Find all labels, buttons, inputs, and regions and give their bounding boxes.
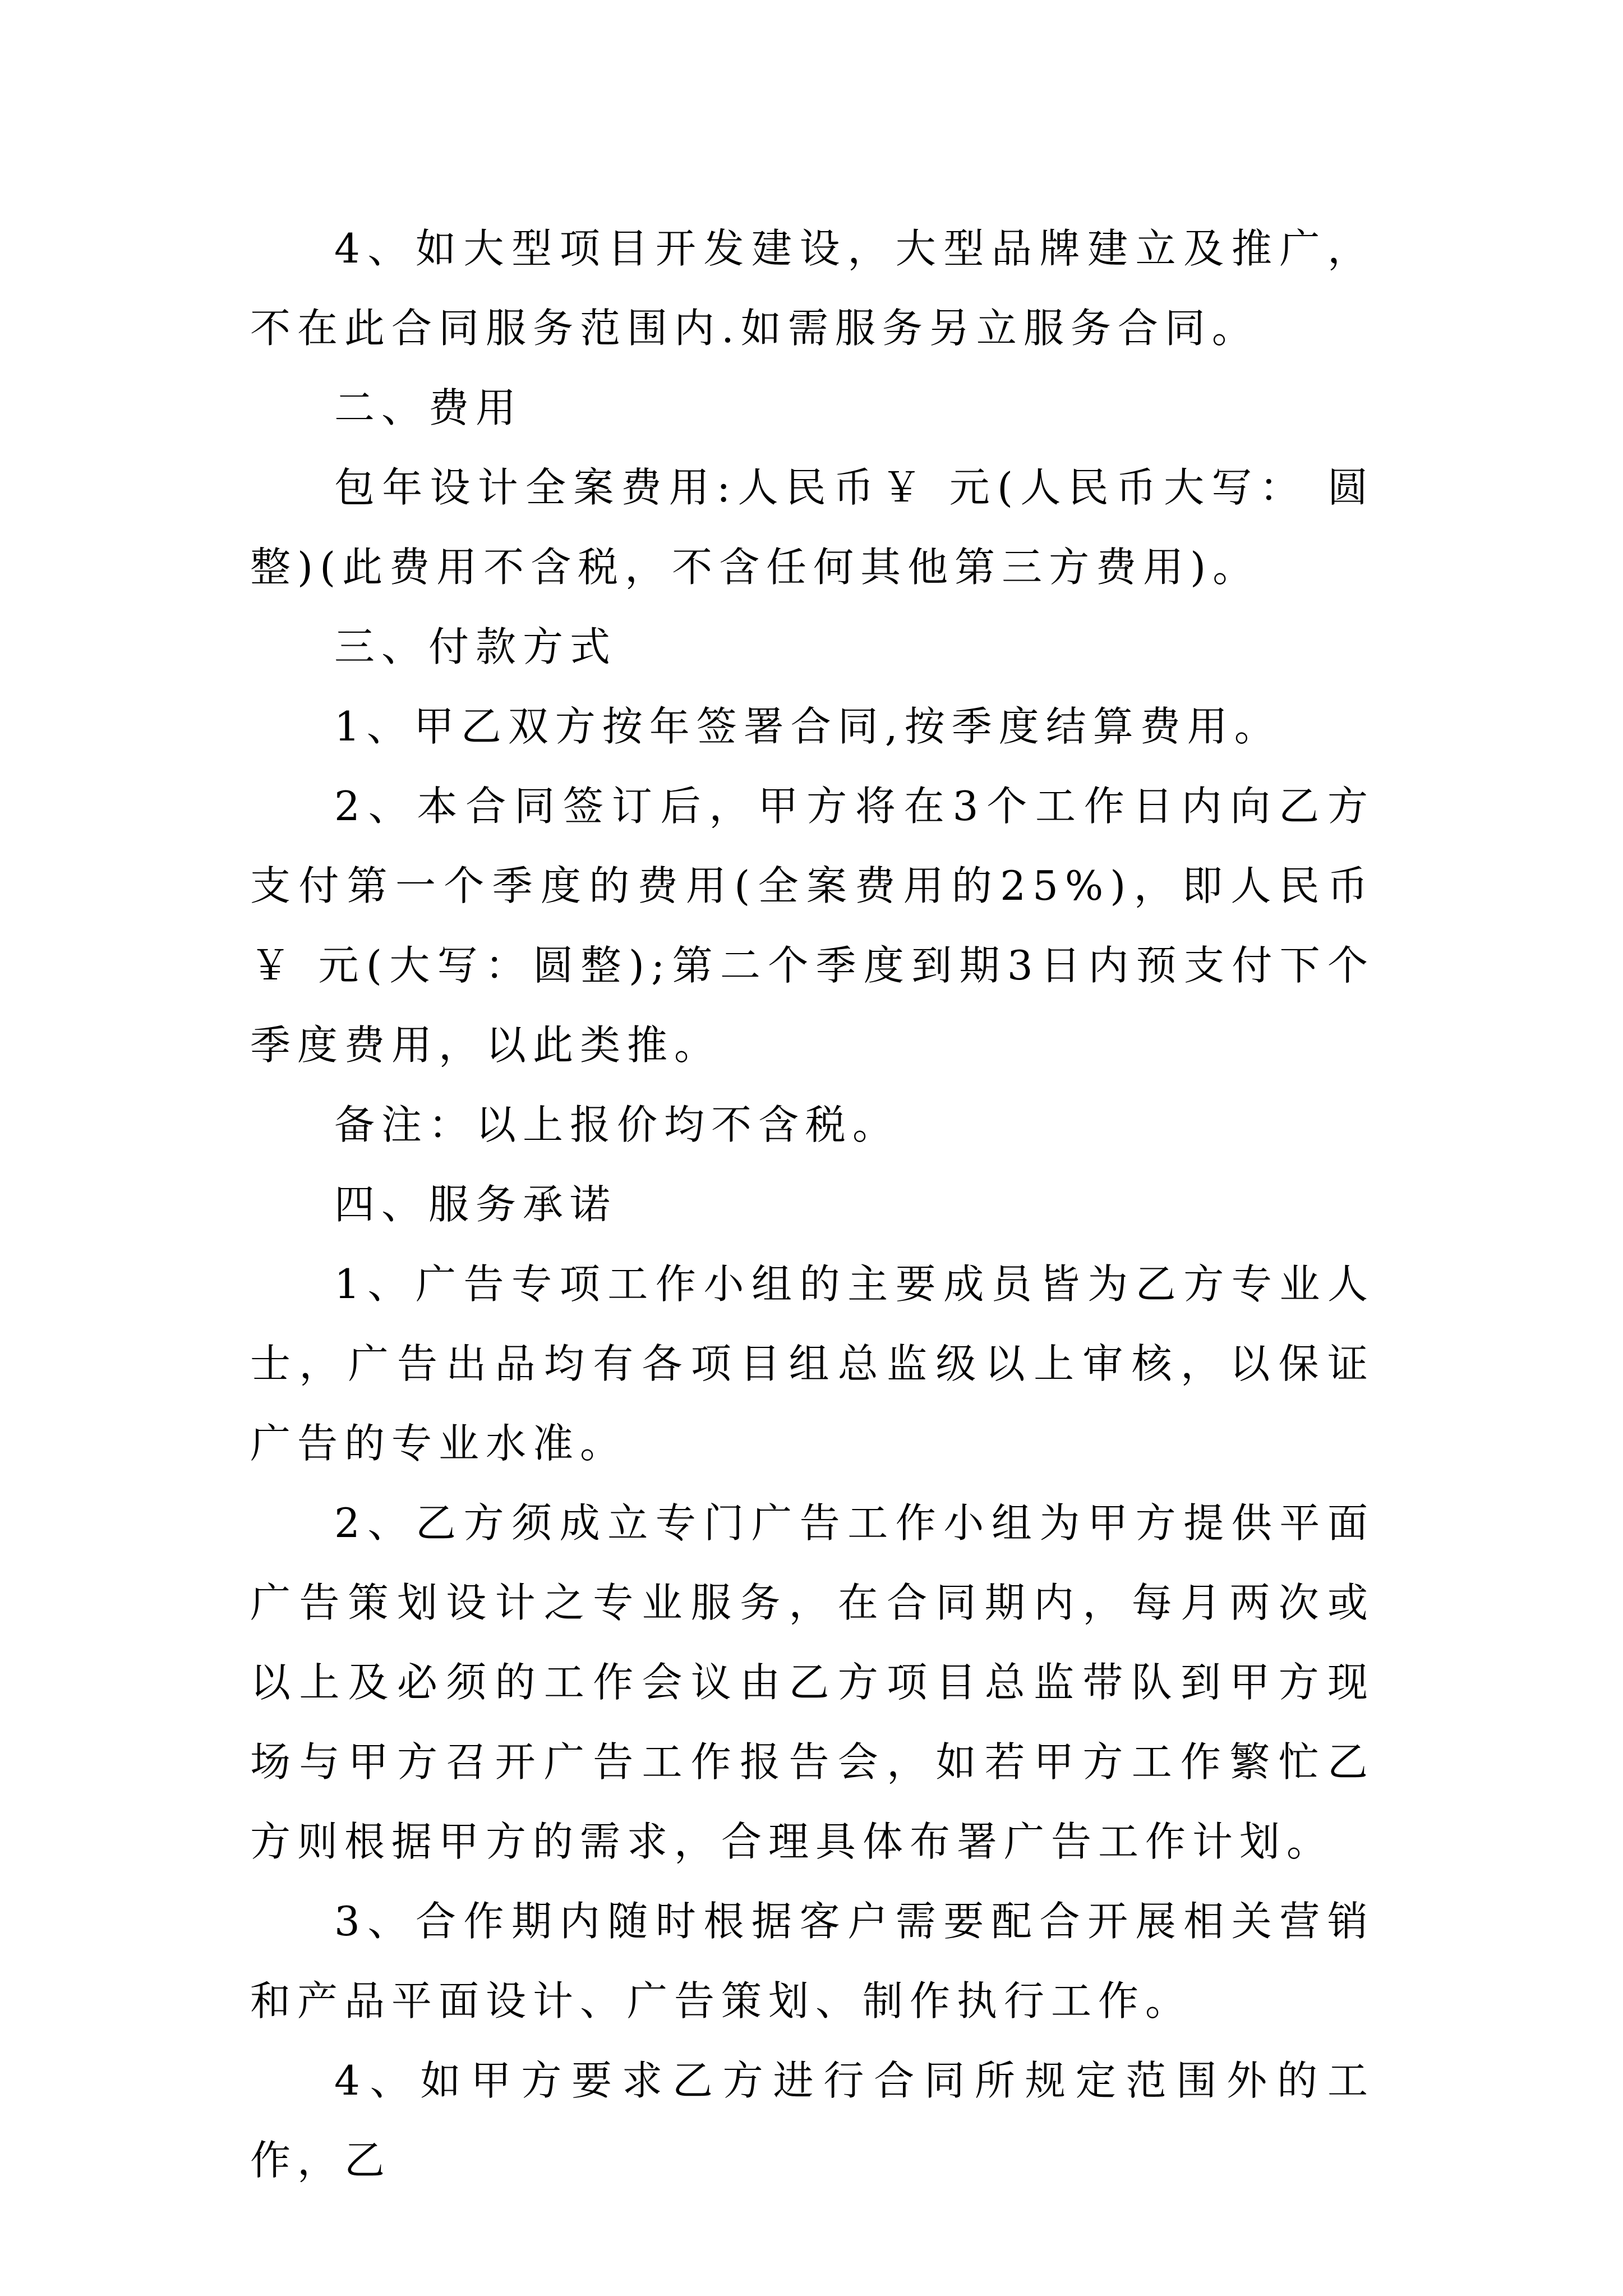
commitment-clause-2: 2、乙方须成立专门广告工作小组为甲方提供平面广告策划设计之专业服务，在合同期内，每月两次或以上及必须的工作会议由乙方项目总监带队到甲方现场与甲方召开广告工作报告会，如若甲方工作繁忙乙方则根据甲方的需求，合理具体布署广告工作计划。: [250, 1499, 1375, 1865]
payment-clause-1: 1、甲乙双方按年签署合同,按季度结算费用。: [334, 703, 1281, 750]
document-body: [250, 209, 1375, 2200]
fee-description: 包年设计全案费用:人民币￥ 元(人民币大写： 圆整)(此费用不含税，不含任何其他第三方费用)。: [250, 464, 1375, 591]
payment-clause-2: 2、本合同签订后，甲方将在3个工作日内向乙方支付第一个季度的费用(全案费用的25%)，即人民币￥ 元(大写：圆整);第二个季度到期3日内预支付下个季度费用，以此类推。: [250, 783, 1375, 1069]
commitment-clause-3: 3、合作期内随时根据客户需要配合开展相关营销和产品平面设计、广告策划、制作执行工作。: [250, 1898, 1375, 2024]
section-heading-fees: 二、费用: [334, 384, 523, 431]
remark: 备注：以上报价均不含税。: [334, 1101, 900, 1148]
commitment-clause-1: 1、广告专项工作小组的主要成员皆为乙方专业人士，广告出品均有各项目组总监级以上审核，以保证广告的专业水准。: [250, 1260, 1375, 1467]
section-heading-payment: 三、付款方式: [334, 623, 617, 670]
clause-4-scope: 4、如大型项目开发建设，大型品牌建立及推广，不在此合同服务范围内.如需服务另立服务合同。: [250, 225, 1375, 352]
commitment-clause-4: 4、如甲方要求乙方进行合同所规定范围外的工作，乙: [250, 2057, 1375, 2184]
section-heading-commitment: 四、服务承诺: [334, 1181, 617, 1228]
